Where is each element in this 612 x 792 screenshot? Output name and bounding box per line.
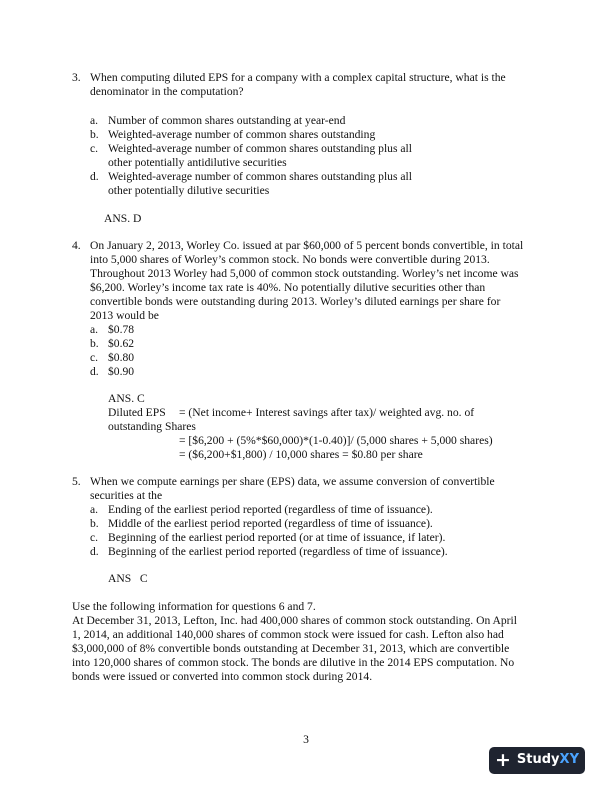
option-text: other potentially dilutive securities [108,184,270,197]
solution-line: = (Net income+ Interest savings after tax)/ weighted avg. no. of [179,406,475,419]
option-letter: b. [90,337,99,350]
info-text-line: into 120,000 shares of common stock. The bonds are dilutive in the 2014 EPS computation. No [72,656,515,669]
option-letter: c. [90,531,99,544]
question-text-line: into 5,000 shares of Worley’s common stock. No bonds were convertible during 2013. [90,253,490,266]
solution-label: Diluted EPS [108,406,166,419]
info-text-line: 1, 2014, an additional 140,000 shares of common stock were issued for cash. Lefton also had [72,628,504,641]
option-text: Middle of the earliest period reported (regardless of time of issuance). [108,517,433,530]
option-letter: d. [90,170,99,183]
page-number: 3 [303,733,309,746]
option-text: Weighted-average number of common shares outstanding plus all [108,170,412,183]
question-text-line: securities at the [90,489,163,502]
info-intro: Use the following information for questions 6 and 7. [72,600,316,613]
option-text: Ending of the earliest period reported (regardless of time of issuance). [108,503,433,516]
question-text-line: When computing diluted EPS for a company with a complex capital structure, what is the [90,71,506,84]
option-letter: c. [90,142,99,155]
option-text: $0.62 [108,337,135,350]
option-letter: a. [90,503,99,516]
option-letter: c. [90,351,99,364]
option-text: Weighted-average number of common shares outstanding [108,128,376,141]
question-text-line: On January 2, 2013, Worley Co. issued at par $60,000 of 5 percent bonds convertible, in total [90,239,524,252]
plus-icon: + [495,749,511,771]
info-text-line: At December 31, 2013, Lefton, Inc. had 400,000 shares of common stock outstanding. On April [72,614,517,627]
question-text-line: When we compute earnings per share (EPS) data, we assume conversion of convertible [90,475,495,488]
answer: ANS C [108,572,148,585]
option-letter: b. [90,517,99,530]
option-letter: b. [90,128,99,141]
answer: ANS. C [108,392,145,405]
info-text-line: bonds were issued or converted into common stock during 2014. [72,670,373,683]
info-text-line: $3,000,000 of 8% convertible bonds outstanding at December 31, 2013, which are convertible [72,642,510,655]
question-number: 3. [72,71,81,84]
question-number: 5. [72,475,81,488]
question-text-line: denominator in the computation? [90,85,244,98]
option-letter: a. [90,114,99,127]
option-text: Beginning of the earliest period reported (regardless of time of issuance). [108,545,448,558]
question-number: 4. [72,239,81,252]
option-text: other potentially antidilutive securities [108,156,287,169]
option-letter: a. [90,323,99,336]
option-text: Beginning of the earliest period reported (or at time of issuance, if later). [108,531,446,544]
solution-line: = [$6,200 + (5%*$60,000)*(1-0.40)]/ (5,000 shares + 5,000 shares) [179,434,493,447]
option-text: Weighted-average number of common shares outstanding plus all [108,142,412,155]
question-text-line: $6,200. Worley’s income tax rate is 40%. No potentially dilutive securities other than [90,281,486,294]
solution-line: = ($6,200+$1,800) / 10,000 shares = $0.80 per share [179,448,423,461]
option-letter: d. [90,365,99,378]
option-text: $0.78 [108,323,135,336]
question-text-line: Throughout 2013 Worley had 5,000 of common stock outstanding. Worley’s net income was [90,267,519,280]
option-text: $0.90 [108,365,135,378]
answer: ANS. D [104,212,142,225]
option-text: Number of common shares outstanding at year-end [108,114,346,127]
solution-line: outstanding Shares [108,420,196,433]
question-text-line: 2013 would be [90,309,159,322]
option-text: $0.80 [108,351,135,364]
option-letter: d. [90,545,99,558]
question-text-line: convertible bonds were outstanding during 2013. Worley’s diluted earnings per share for [90,295,501,308]
badge-label: StudyXY [516,752,579,768]
studyxy-badge[interactable] [489,747,585,774]
